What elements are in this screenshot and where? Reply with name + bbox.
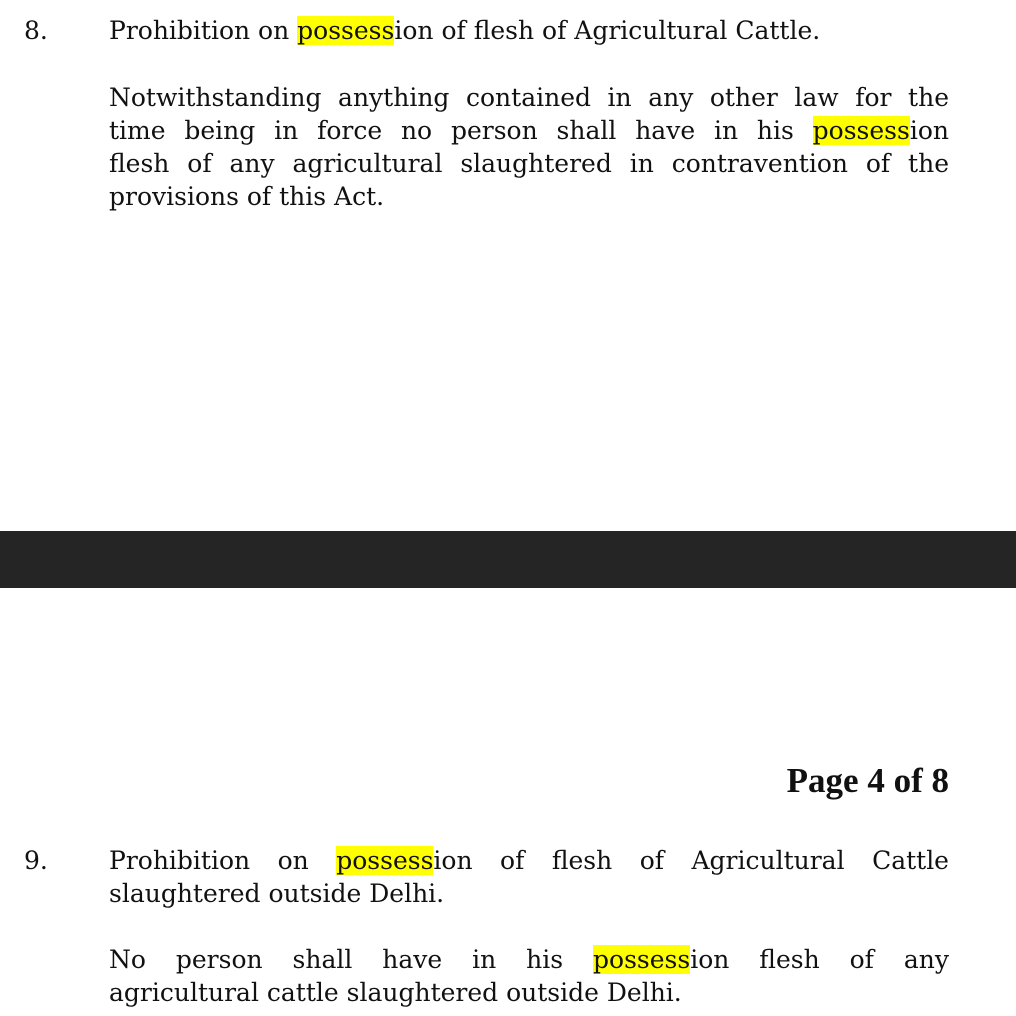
body-line: flesh of any agricultural slaughtered in contravention of the xyxy=(109,149,949,178)
section-8-title xyxy=(109,14,949,47)
page-divider xyxy=(0,531,1016,588)
title-text: Prohibition on xyxy=(109,16,298,45)
body-text: time being in force no person shall have in his xyxy=(109,116,813,145)
body-line: provisions of this Act. xyxy=(109,182,385,211)
body-text: No person shall have in his xyxy=(109,945,594,974)
section-9-body xyxy=(109,943,949,1009)
body-text: ion xyxy=(909,116,949,145)
section-8-body xyxy=(109,81,949,213)
title-line: slaughtered outside Delhi. xyxy=(109,879,445,908)
search-highlight: possess xyxy=(336,846,434,875)
search-highlight: possess xyxy=(812,116,910,145)
body-line: Notwithstanding anything contained in any other law for the xyxy=(109,83,949,112)
body-line xyxy=(109,114,949,147)
search-highlight: possess xyxy=(297,16,395,45)
body-line xyxy=(109,943,949,976)
search-highlight: possess xyxy=(593,945,691,974)
title-text: ion of flesh of Agricultural Cattle xyxy=(433,846,949,875)
section-9-title xyxy=(109,844,949,910)
body-line: agricultural cattle slaughtered outside Delhi. xyxy=(109,978,682,1007)
section-8-title-line xyxy=(109,14,949,47)
page-number: Page 4 of 8 xyxy=(786,761,949,800)
section-8-number: 8. xyxy=(24,16,48,45)
title-line xyxy=(109,844,949,877)
body-text: ion flesh of any xyxy=(690,945,949,974)
title-text: Prohibition on xyxy=(109,846,337,875)
title-text: ion of flesh of Agricultural Cattle. xyxy=(394,16,821,45)
section-9-number: 9. xyxy=(24,846,48,875)
